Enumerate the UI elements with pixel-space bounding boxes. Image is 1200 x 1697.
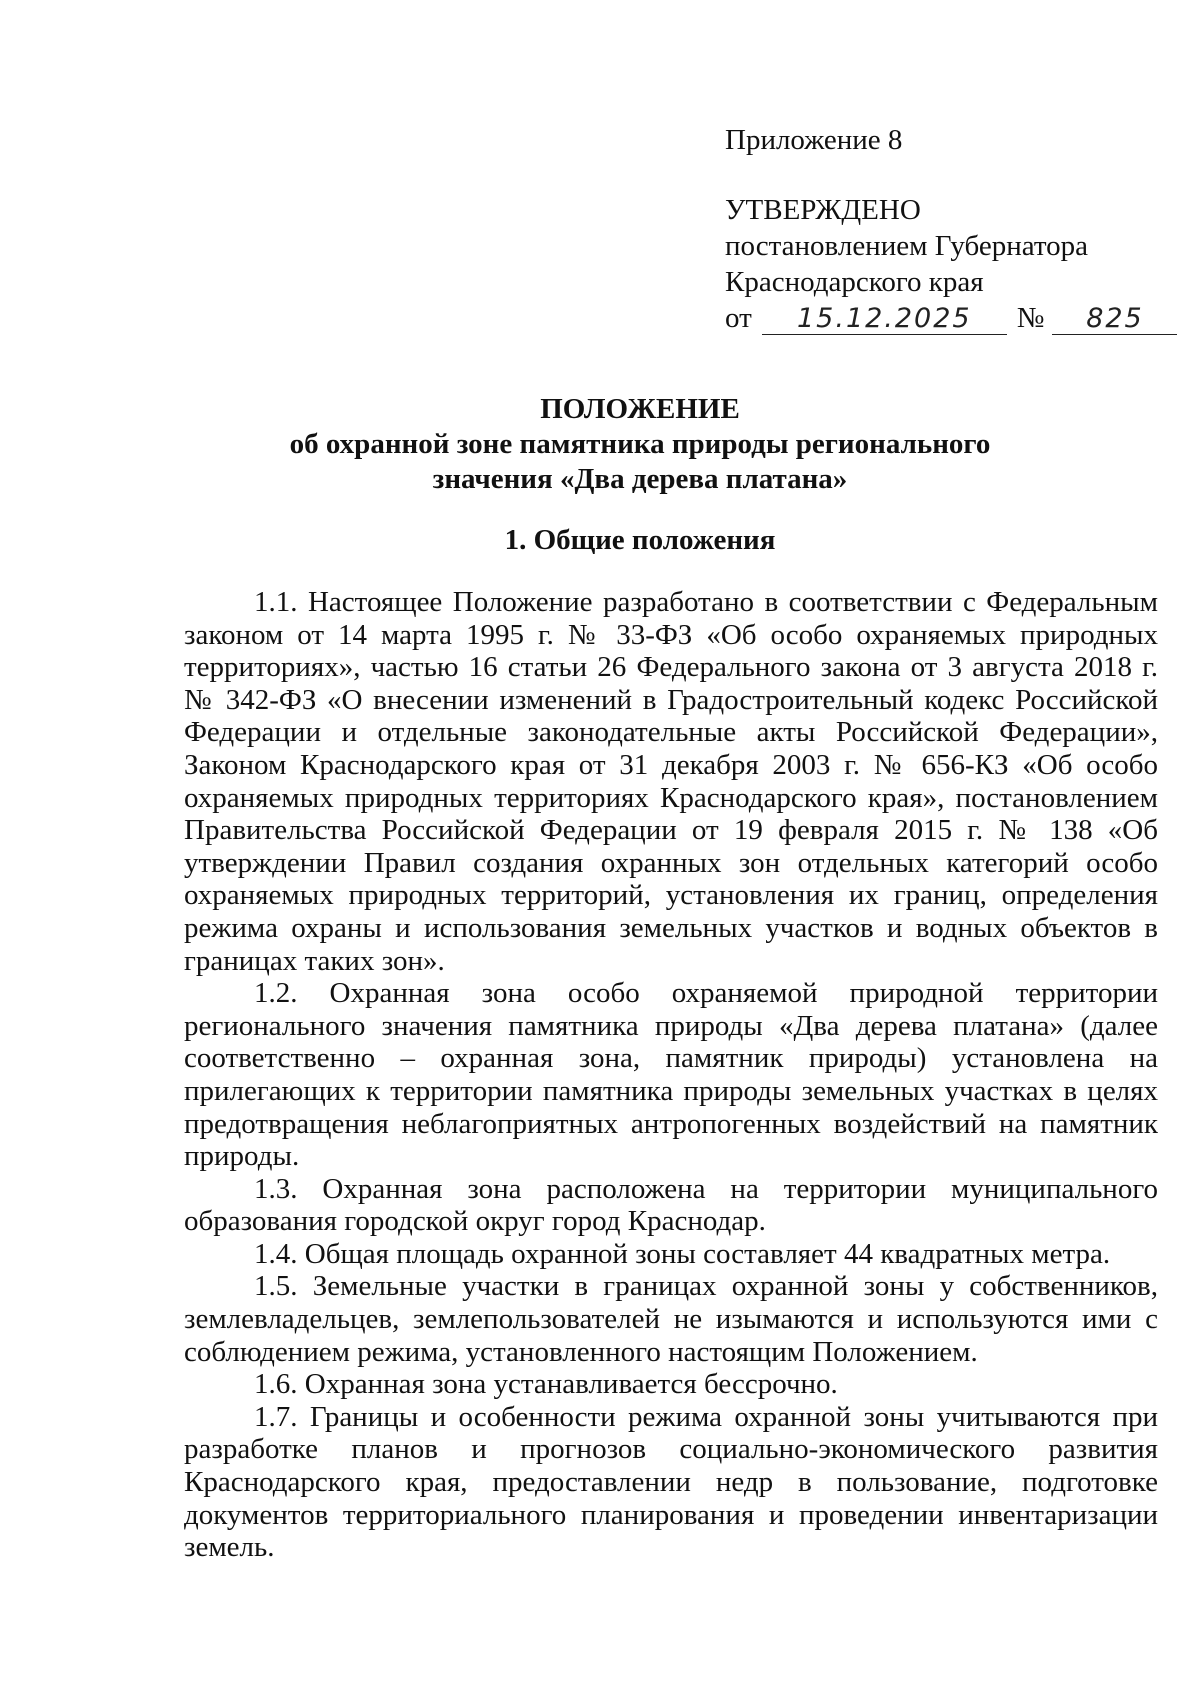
section-heading: 1. Общие положения	[504, 524, 776, 556]
approved-by-line1: постановлением Губернатора	[725, 230, 1089, 262]
approved-by-line2: Краснодарского края	[725, 266, 984, 298]
paragraph-1-7: 1.7. Границы и особенности режима охранной зоны учитываются при разработке планов и прогнозов социально-экономического развития Краснодарского края, предоставлении недр в пользование, подготовке документов территориального планирования и проведении инвентаризации земель.	[184, 1400, 1158, 1564]
handwritten-date: 15.12.2025	[762, 304, 1007, 335]
date-number-line	[725, 300, 1165, 336]
document-title: ПОЛОЖЕНИЕ	[540, 393, 740, 425]
appendix-label: Приложение 8	[725, 124, 903, 156]
document-subtitle-line1: об охранной зоне памятника природы регионального	[289, 428, 991, 460]
handwritten-number: 825	[1052, 304, 1177, 335]
document-title-block	[150, 392, 1130, 497]
paragraph-1-6: 1.6. Охранная зона устанавливается бессрочно.	[254, 1368, 838, 1401]
paragraph-1-4: 1.4. Общая площадь охранной зоны составляет 44 квадратных метра.	[254, 1237, 1111, 1270]
approval-stamp-block	[725, 122, 1165, 336]
section-body	[184, 586, 1158, 1564]
paragraph-1-3: 1.3. Охранная зона расположена на территории муниципального образования городской округ город Краснодар.	[184, 1172, 1158, 1238]
paragraph-1-2: 1.2. Охранная зона особо охраняемой природной территории регионального значения памятника природы «Два дерева платана» (далее соответственно – охранная зона, памятник природы) установлена на прилегающих к территории памятника природы земельных участках в целях предотвращения неблагоприятных антропогенных воздействий на памятник природы.	[184, 977, 1158, 1173]
document-subtitle-line2: значения «Два дерева платана»	[432, 463, 848, 495]
number-sign: №	[1016, 302, 1045, 334]
date-prefix: от	[725, 302, 752, 334]
paragraph-1-5: 1.5. Земельные участки в границах охранной зоны у собственников, землевладельцев, землепользователей не изымаются и используются ими с соблюдением режима, установленного настоящим Положением.	[184, 1270, 1158, 1368]
approved-label: УТВЕРЖДЕНО	[725, 194, 921, 226]
paragraph-1-1: 1.1. Настоящее Положение разработано в соответствии с Федеральным законом от 14 марта 1995 г. № 33-ФЗ «Об особо охраняемых природных территориях», частью 16 статьи 26 Федерального закона от 3 августа 2018 г. № 342-ФЗ «О внесении изменений в Градостроительный кодекс Российской Федерации и отдельные законодательные акты Российской Федерации», Законом Краснодарского края от 31 декабря 2003 г. № 656-КЗ «Об особо охраняемых природных территориях Краснодарского края», постановлением Правительства Российской Федерации от 19 февраля 2015 г. № 138 «Об утверждении Правил создания охранных зон отдельных категорий особо охраняемых природных территорий, установления их границ, определения режима охраны и использования земельных участков и водных объектов в границах таких зон».	[184, 586, 1158, 977]
